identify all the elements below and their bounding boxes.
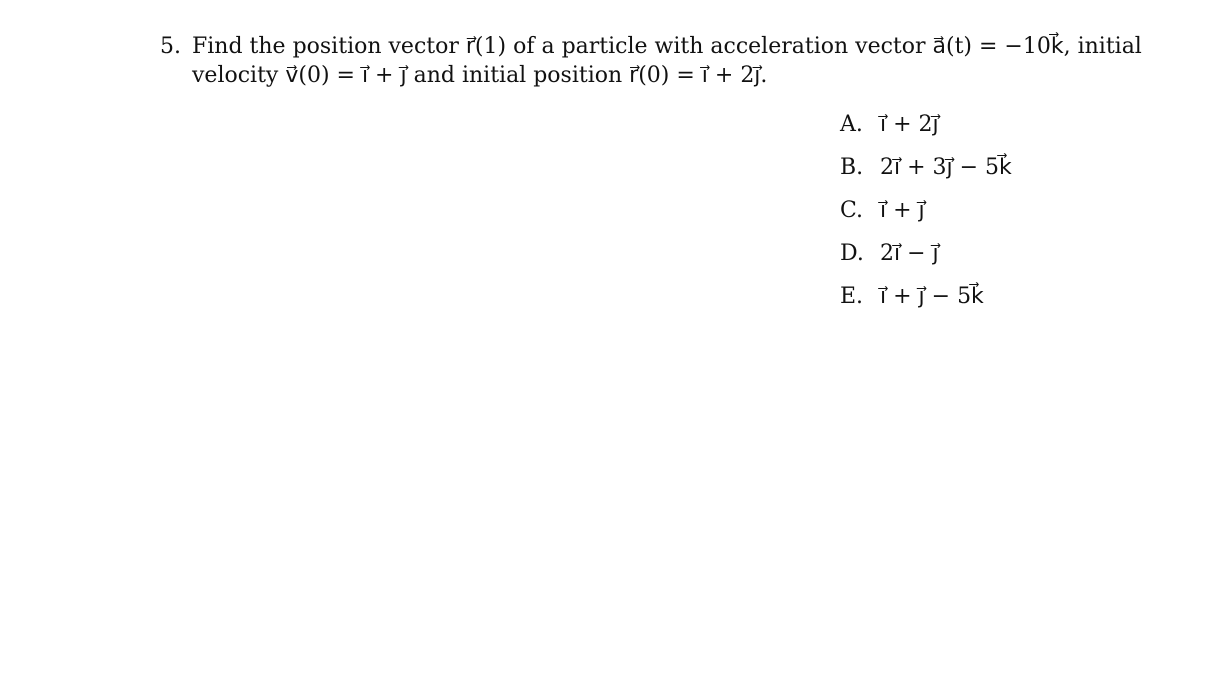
- choice-b-text: 2i⃗ + 3j⃗ − 5k⃗: [880, 155, 1012, 180]
- choice-d-label: D.: [840, 241, 864, 266]
- choice-a: [840, 103, 1012, 146]
- choice-e-label: E.: [840, 284, 864, 309]
- question-number: 5.: [160, 34, 181, 59]
- choice-d-text: 2i⃗ − j⃗: [880, 241, 939, 266]
- question-text: [192, 32, 1142, 90]
- choice-c-text: i⃗ + j⃗: [880, 198, 925, 223]
- choice-c: [840, 189, 1012, 232]
- choice-c-label: C.: [840, 198, 864, 223]
- question-block: [160, 32, 1142, 90]
- answer-choices: [840, 103, 1012, 318]
- question-text-line-1: Find the position vector r⃗(1) of a particle with acceleration vector a⃗(t) = −10k⃗, initial: [192, 34, 1142, 59]
- choice-d: [840, 232, 1012, 275]
- choice-e: [840, 275, 1012, 318]
- choice-e-text: i⃗ + j⃗ − 5k⃗: [880, 284, 984, 309]
- choice-a-text: i⃗ + 2j⃗: [880, 112, 939, 137]
- choice-b: [840, 146, 1012, 189]
- choice-b-label: B.: [840, 155, 864, 180]
- question-text-line-2: velocity v⃗(0) = i⃗ + j⃗ and initial position r⃗(0) = i⃗ + 2j⃗.: [192, 63, 768, 88]
- choice-a-label: A.: [840, 112, 863, 137]
